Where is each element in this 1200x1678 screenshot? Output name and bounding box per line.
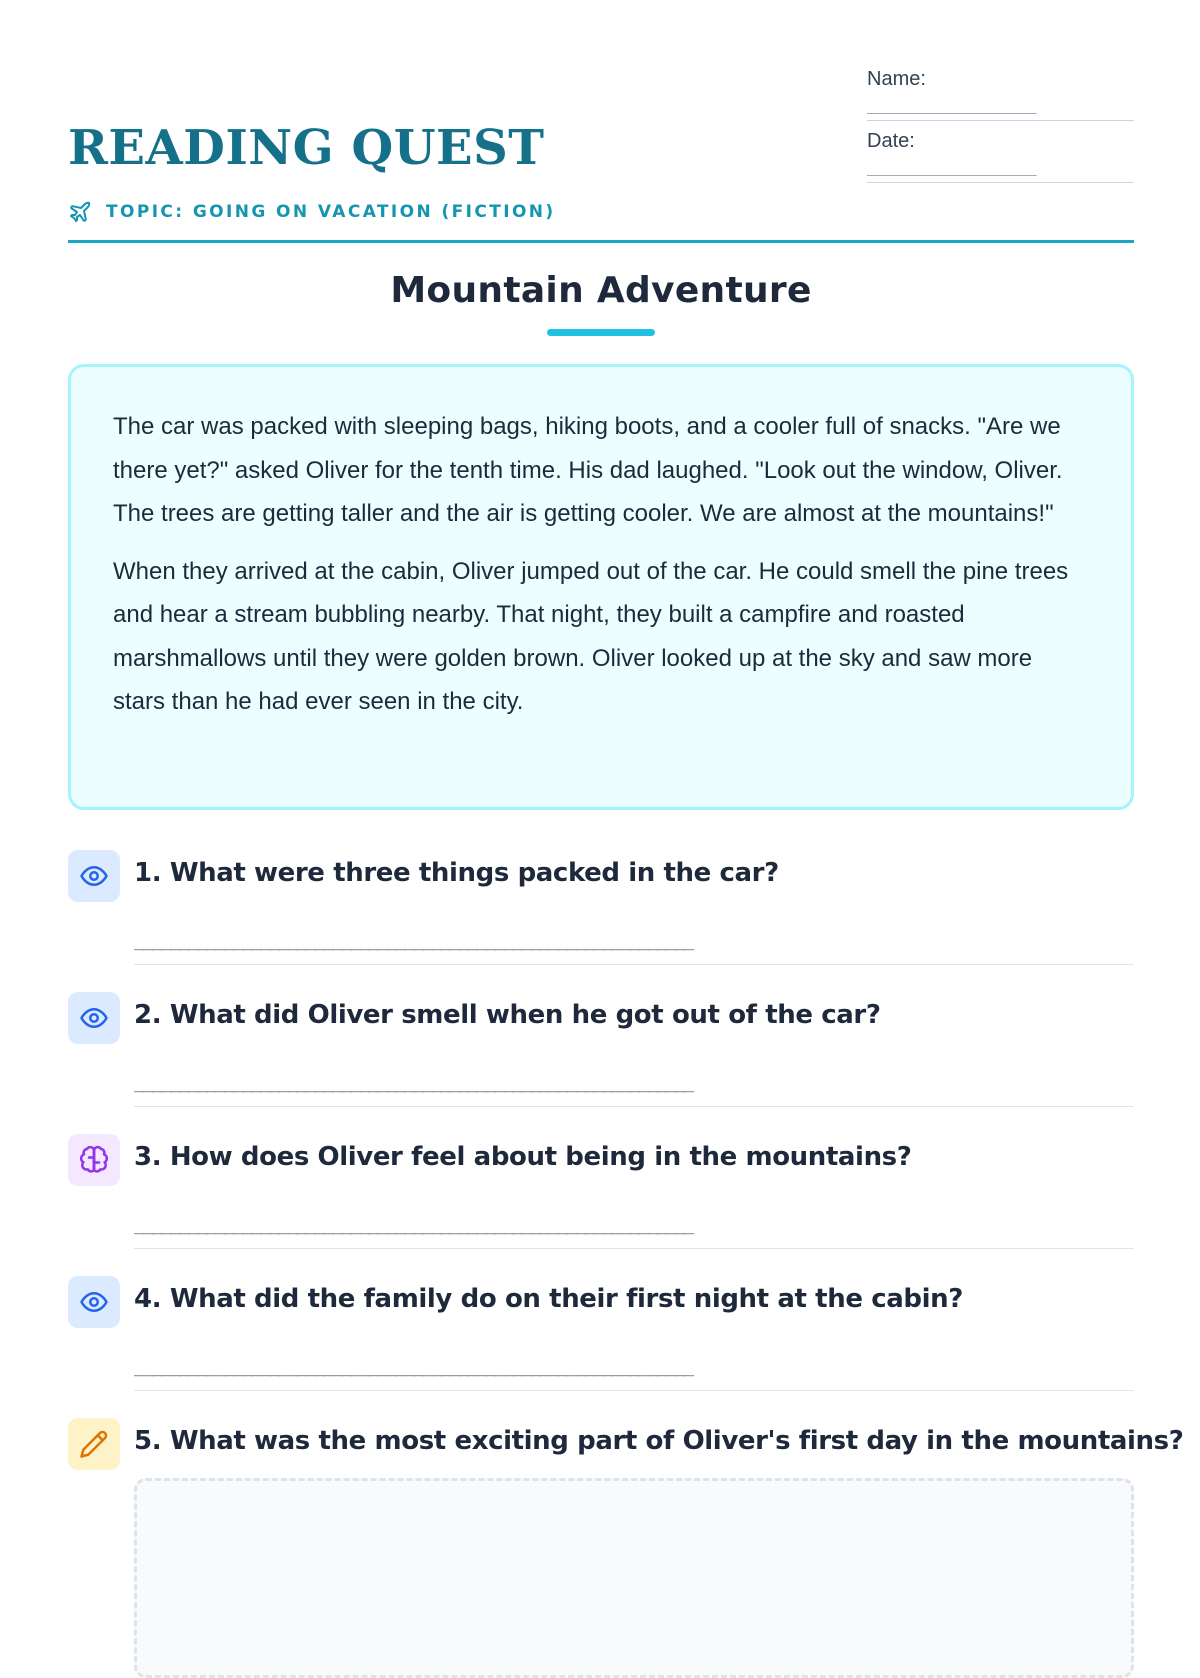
question-divider xyxy=(134,1106,1134,1107)
question-divider xyxy=(134,964,1134,965)
question-text: 3. How does Oliver feel about being in the mountains? xyxy=(134,1142,912,1172)
story-title: Mountain Adventure xyxy=(390,270,812,311)
question-text: 1. What were three things packed in the car? xyxy=(134,858,779,888)
question-text: 5. What was the most exciting part of Oliver's first day in the mountains? xyxy=(134,1426,1184,1456)
brain-icon xyxy=(68,1134,120,1186)
question-text: 2. What did Oliver smell when he got out of the car? xyxy=(134,1000,881,1030)
question-divider xyxy=(134,1248,1134,1249)
topic-label: TOPIC: GOING ON VACATION (FICTION) xyxy=(106,202,556,222)
header-divider xyxy=(68,240,1134,243)
passage-paragraph: The car was packed with sleeping bags, hiking boots, and a cooler full of snacks. "Are we there yet?" asked Oliver for the tenth time. His dad laughed. "Look out the window, Oliver. The trees are getting taller and the air is getting cooler. We are almost at the mountains!" xyxy=(113,413,1063,527)
passage-paragraph: When they arrived at the cabin, Oliver jumped out of the car. He could smell the pine trees and hear a stream bubbling nearby. That night, they built a campfire and roasted marshmallows until they were golden brown. Oliver looked up at the sky and saw more stars than he had ever seen in the city. xyxy=(113,557,1069,715)
eye-icon xyxy=(68,1276,120,1328)
page-title: READING QUEST xyxy=(68,120,545,176)
date-blank: _____________________ xyxy=(867,158,1036,176)
header xyxy=(68,0,1134,244)
question-divider xyxy=(134,1390,1134,1391)
story-passage xyxy=(68,364,1134,810)
name-label: Name: xyxy=(867,68,926,90)
eye-icon xyxy=(68,992,120,1044)
answer-box[interactable] xyxy=(134,1478,1134,1678)
answer-line[interactable]: ______________________________________________________________ xyxy=(134,930,693,951)
answer-line[interactable]: ______________________________________________________________ xyxy=(134,1072,693,1093)
title-accent-bar xyxy=(547,329,655,336)
date-field[interactable] xyxy=(867,124,1134,186)
eye-icon xyxy=(68,850,120,902)
date-underline xyxy=(867,182,1134,183)
pencil-icon xyxy=(68,1418,120,1470)
worksheet xyxy=(68,0,1184,1456)
question-text: 4. What did the family do on their first night at the cabin? xyxy=(134,1284,963,1314)
name-underline xyxy=(867,120,1134,121)
date-label: Date: xyxy=(867,130,915,152)
answer-line[interactable]: ______________________________________________________________ xyxy=(134,1356,693,1377)
name-field[interactable] xyxy=(867,62,1134,124)
airplane-icon xyxy=(68,200,92,224)
topic-line xyxy=(68,200,556,224)
name-date-fields xyxy=(867,62,1134,186)
answer-line[interactable]: ______________________________________________________________ xyxy=(134,1214,693,1235)
name-blank: _____________________ xyxy=(867,96,1036,114)
